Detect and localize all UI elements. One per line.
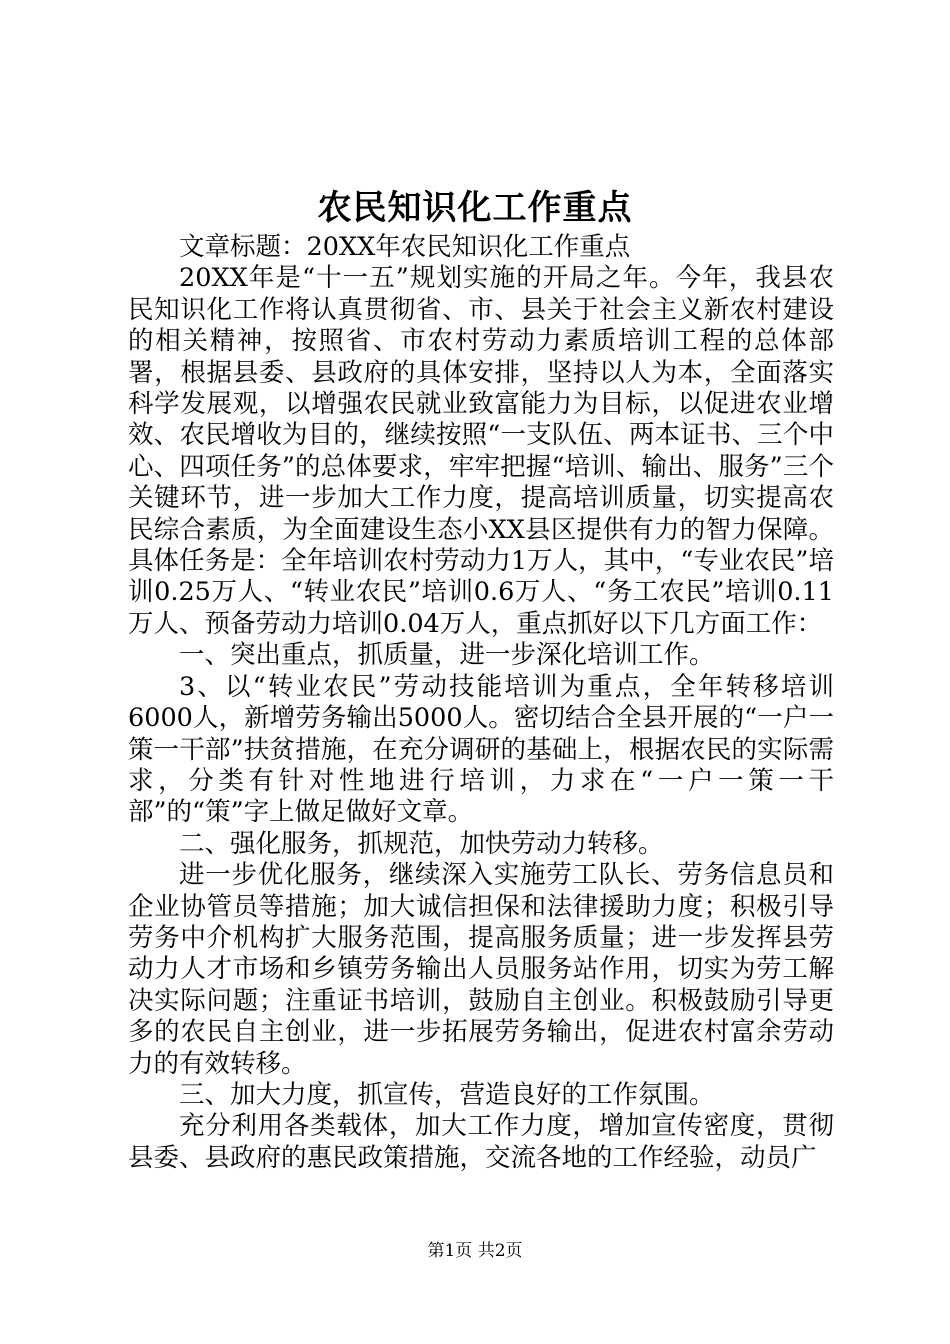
section-2-paragraph: 进一步优化服务，继续深入实施劳工队长、劳务信息员和企业协管员等措施；加大诚信担保和法律援助力度；积极引导劳务中介机构扩大服务范围，提高服务质量；进一步发挥县劳动力人才市场和乡镇劳务输出人员服务站作用，切实为劳工解决实际问题；注重证书培训，鼓励自主创业。积极鼓励引导更多的农民自主创业，进一步拓展劳务输出，促进农村富余劳动力的有效转移。 xyxy=(128,860,834,1079)
section-1-paragraph: 3、以“转业农民”劳动技能培训为重点，全年转移培训6000人，新增劳务输出5000人。密切结合全县开展的“一户一策一干部”扶贫措施，在充分调研的基础上，根据农民的实际需求，分类有针对性地进行培训，力求在“一户一策一干部”的“策”字上做足做好文章。 xyxy=(128,671,834,828)
article-title-line: 文章标题：20XX年农民知识化工作重点 xyxy=(179,232,631,262)
document-title: 农民知识化工作重点 xyxy=(317,188,633,228)
section-3-paragraph: 充分利用各类载体，加大工作力度，增加宣传密度，贯彻县委、县政府的惠民政策措施，交流各地的工作经验，动员广 xyxy=(128,1111,834,1173)
page-number-footer: 第1页 共2页 xyxy=(427,1241,523,1261)
document-body xyxy=(128,232,834,1174)
intro-paragraph: 20XX年是“十一五”规划实施的开局之年。今年，我县农民知识化工作将认真贯彻省、市、县关于社会主义新农村建设的相关精神，按照省、市农村劳动力素质培训工程的总体部署，根据县委、县政府的具体安排，坚持以人为本，全面落实科学发展观，以增强农民就业致富能力为目标，以促进农业增效、农民增收为目的，继续按照“一支队伍、两本证书、三个中心、四项任务”的总体要求，牢牢把握“培训、输出、服务”三个关键环节，进一步加大工作力度，提高培训质量，切实提高农民综合素质，为全面建设生态小XX县区提供有力的智力保障。具体任务是：全年培训农村劳动力1万人，其中，“专业农民”培训0.25万人、“转业农民”培训0.6万人、“务工农民”培训0.11万人、预备劳动力培训0.04万人，重点抓好以下几方面工作： xyxy=(128,263,834,639)
section-heading-2: 二、强化服务，抓规范，加快劳动力转移。 xyxy=(179,828,664,859)
section-heading-3: 三、加大力度，抓宣传，营造良好的工作氛围。 xyxy=(179,1079,715,1110)
section-heading-1: 一、突出重点，抓质量，进一步深化培训工作。 xyxy=(179,640,715,671)
